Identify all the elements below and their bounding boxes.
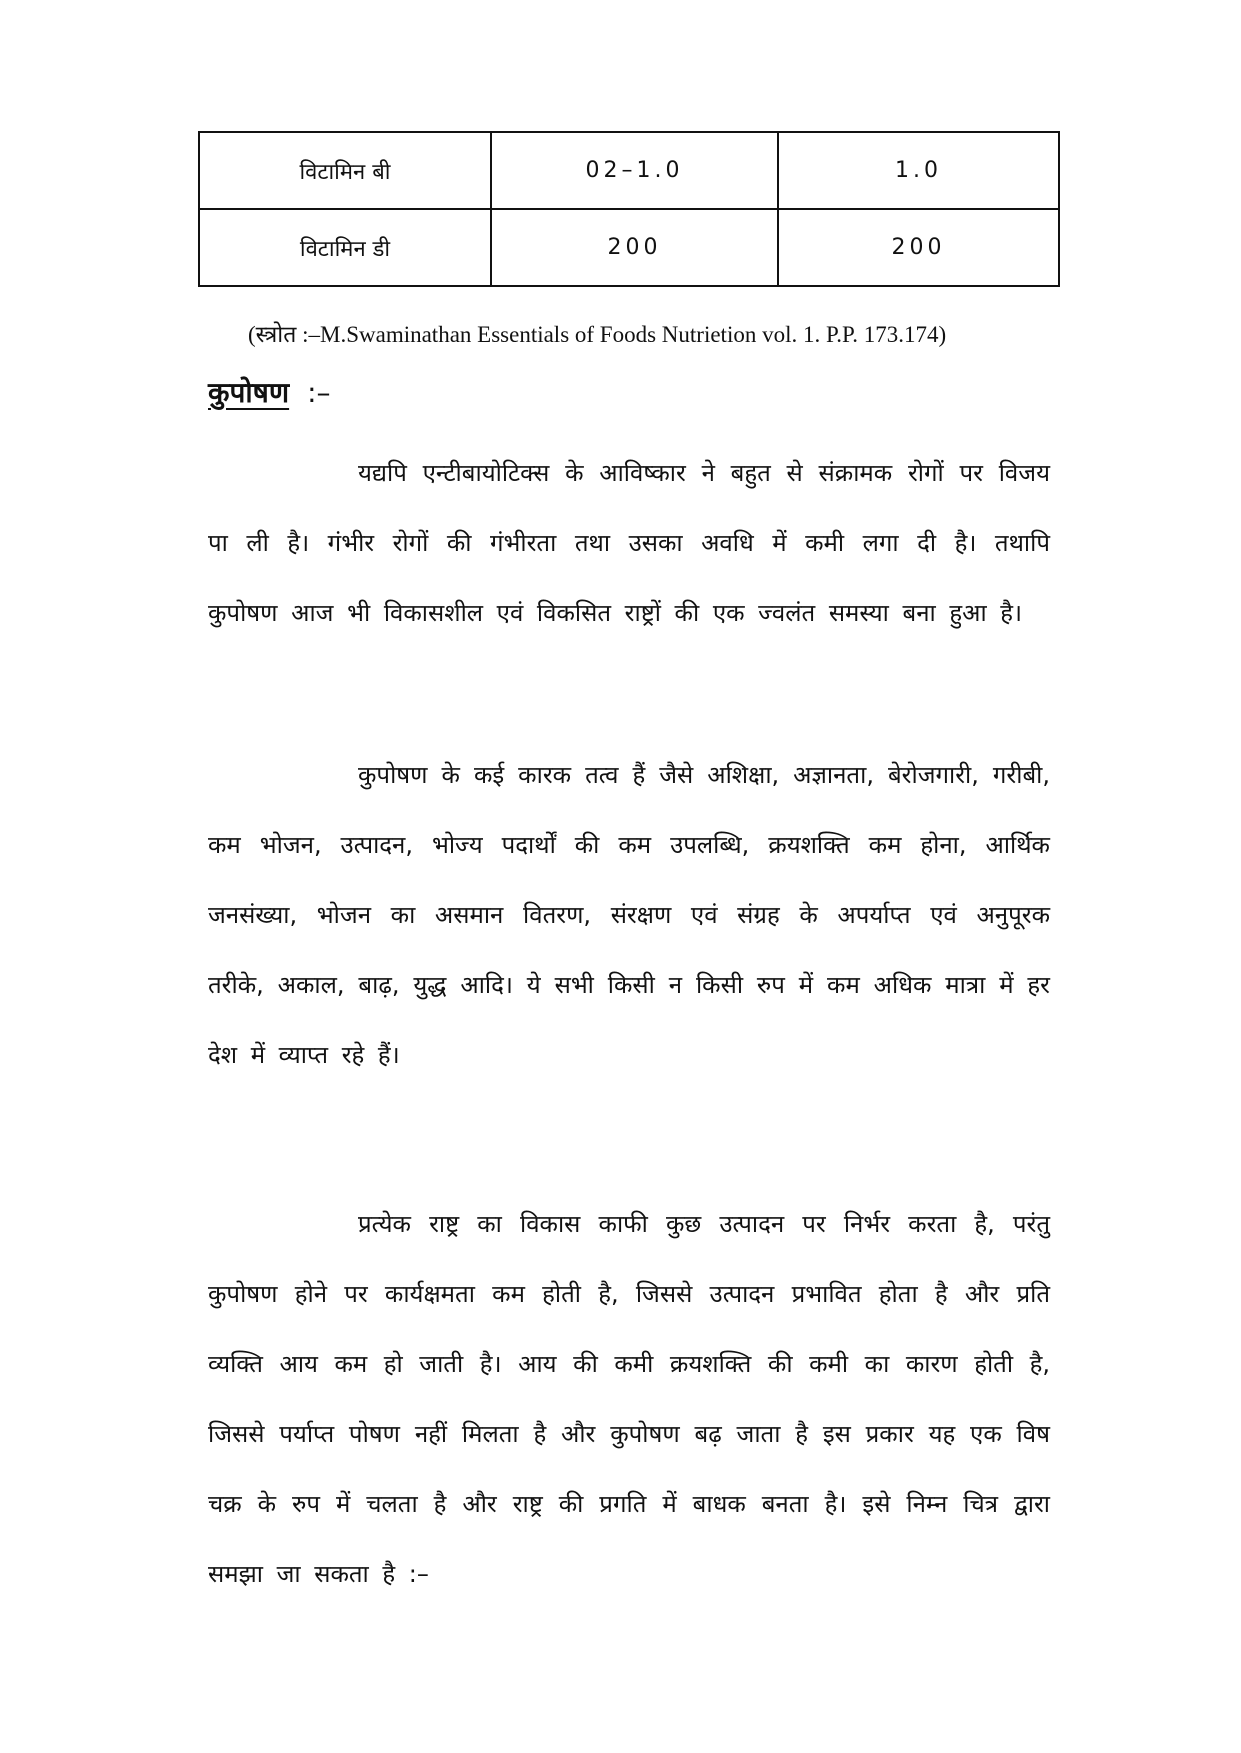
nutrient-value-cell: 200: [491, 209, 778, 286]
nutrient-name-cell: विटामिन डी: [199, 209, 491, 286]
source-note: (स्त्रोत :–M.Swaminathan Essentials of Foods Nutrietion vol. 1. P.P. 173.174): [248, 322, 947, 347]
body-paragraph: [208, 1189, 1050, 1609]
paragraph-text: कुपोषण के कई कारक तत्व हैं जैसे अशिक्षा, अज्ञानता, बेरोजगारी, गरीबी, कम भोजन, उत्पादन, भोज्य पदार्थों की कम उपलब्धि, क्रयशक्ति कम होना, आर्थिक जनसंख्या, भोजन का असमान वितरण, संरक्षण एवं संग्रह के अपर्याप्त एवं अनुपूरक तरीके, अकाल, बाढ़, युद्ध आदि। ये सभी किसी न किसी रुप में कम अधिक मात्रा में हर देश में व्याप्त रहे हैं।: [208, 761, 1050, 1069]
nutrient-value-cell: 200: [778, 209, 1059, 286]
section-heading-title: कुपोषण: [208, 376, 290, 409]
nutrient-value-cell: 02–1.0: [491, 132, 778, 209]
body-paragraph: [208, 438, 1050, 648]
section-heading: [208, 373, 331, 411]
body-paragraph: [208, 740, 1050, 1090]
nutrient-value-cell: 1.0: [778, 132, 1059, 209]
section-heading-separator: :–: [307, 376, 331, 409]
nutrient-table: [198, 131, 1060, 287]
table-row: [199, 132, 1059, 209]
paragraph-text: प्रत्येक राष्ट्र का विकास काफी कुछ उत्पादन पर निर्भर करता है, परंतु कुपोषण होने पर कार्यक्षमता कम होती है, जिससे उत्पादन प्रभावित होता है और प्रति व्यक्ति आय कम हो जाती है। आय की कमी क्रयशक्ति की कमी का कारण होती है, जिससे पर्याप्त पोषण नहीं मिलता है और कुपोषण बढ़ जाता है इस प्रकार यह एक विष चक्र के रुप में चलता है और राष्ट्र की प्रगति में बाधक बनता है। इसे निम्न चित्र द्वारा समझा जा सकता है :–: [208, 1210, 1050, 1588]
paragraph-text: यद्यपि एन्टीबायोटिक्स के आविष्कार ने बहुत से संक्रामक रोगों पर विजय पा ली है। गंभीर रोगों की गंभीरता तथा उसका अवधि में कमी लगा दी है। तथापि कुपोषण आज भी विकासशील एवं विकसित राष्ट्रों की एक ज्वलंत समस्या बना हुआ है।: [208, 459, 1050, 627]
nutrient-name-cell: विटामिन बी: [199, 132, 491, 209]
table-row: [199, 209, 1059, 286]
